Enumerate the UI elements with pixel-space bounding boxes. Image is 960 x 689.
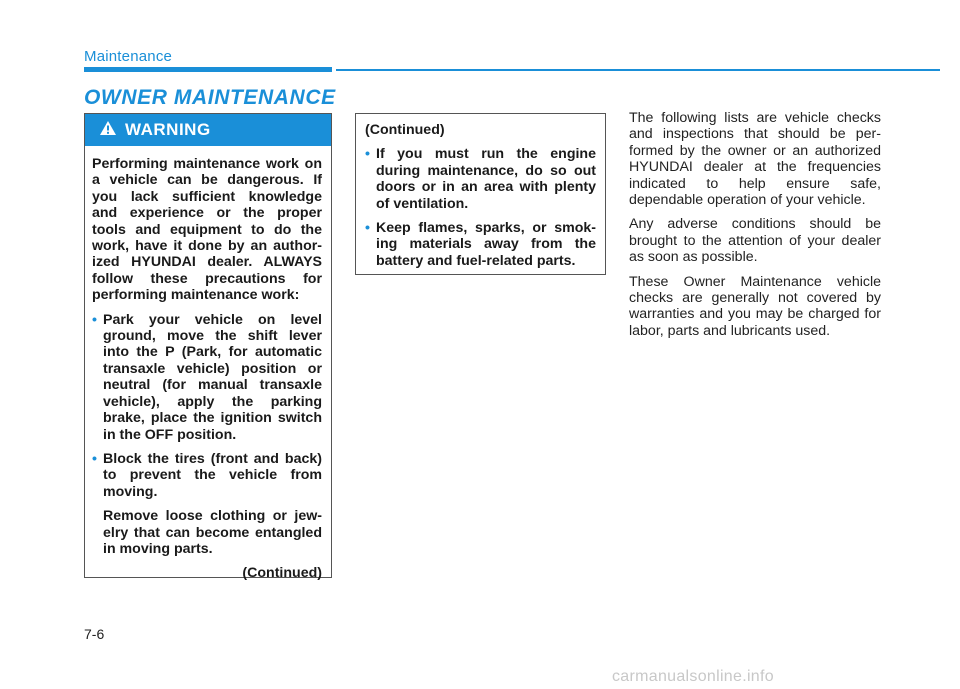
body-paragraph: Any adverse conditions should be brought to the attention of your dealer as soon as possible. — [629, 216, 881, 266]
warning-heading: WARNING — [125, 120, 211, 139]
page-number: 7-6 — [84, 626, 105, 642]
continuation-bullet — [365, 220, 596, 269]
section-label: Maintenance — [84, 48, 173, 65]
warning-extra: Remove loose clothing or jewelry that can become entangled in moving parts. — [103, 508, 322, 557]
warning-bullet-text: Block the tires (front and back) to prevent the vehicle from moving. — [103, 450, 322, 500]
header-rule-thick — [84, 67, 332, 72]
warning-bullet — [92, 312, 322, 443]
warning-intro: Performing maintenance work on a vehicle can be dangerous. If you lack sufficient knowledge and experience or the proper tools and equipment to do the work, have it done by an authorized HYUNDAI dealer. ALWAYS follow these precautions for performing maintenance work: — [92, 156, 322, 304]
warning-bullet — [92, 451, 322, 500]
page-title: OWNER MAINTENANCE — [84, 86, 336, 109]
warning-box — [84, 113, 332, 582]
bullet-dot-icon: • — [365, 220, 370, 237]
bullet-dot-icon: • — [92, 450, 97, 467]
bullet-dot-icon: • — [92, 311, 97, 328]
warning-bullet-text: Park your vehicle on level ground, move the shift lever into the P (Park, for automatic transaxle vehicle) position or neutral (for manual transaxle vehicle), apply the parking brake, place the ignition switch in the OFF position. — [103, 311, 322, 443]
continuation-bullet — [365, 146, 596, 212]
body-column — [629, 110, 881, 347]
warning-continued: (Continued) — [242, 565, 322, 582]
bullet-dot-icon: • — [365, 146, 370, 163]
continuation-label: (Continued) — [365, 122, 445, 138]
continuation-bullet-text: If you must run the engine during maintenance, do so out doors or in an area with plenty of ventilation. — [376, 146, 596, 212]
body-paragraph: The following lists are vehicle checks and inspections that should be performed by the owner or an authorized HYUNDAI dealer at the frequencies indicated to help ensure safe, dependable operation of your vehicle. — [629, 110, 881, 209]
warning-body — [85, 146, 331, 582]
continuation-box — [355, 113, 606, 275]
header-rule-thin — [336, 69, 940, 71]
watermark: carmanualsonline.info — [612, 668, 774, 685]
warning-triangle-icon — [99, 120, 117, 141]
continuation-bullet-text: Keep flames, sparks, or smoking materials away from the battery and fuel-related parts. — [376, 220, 596, 269]
continuation-body — [356, 114, 605, 269]
body-paragraph: These Owner Maintenance vehicle checks are generally not covered by warranties and you may be charged for labor, parts and lubricants used. — [629, 273, 881, 339]
warning-header — [85, 114, 331, 146]
